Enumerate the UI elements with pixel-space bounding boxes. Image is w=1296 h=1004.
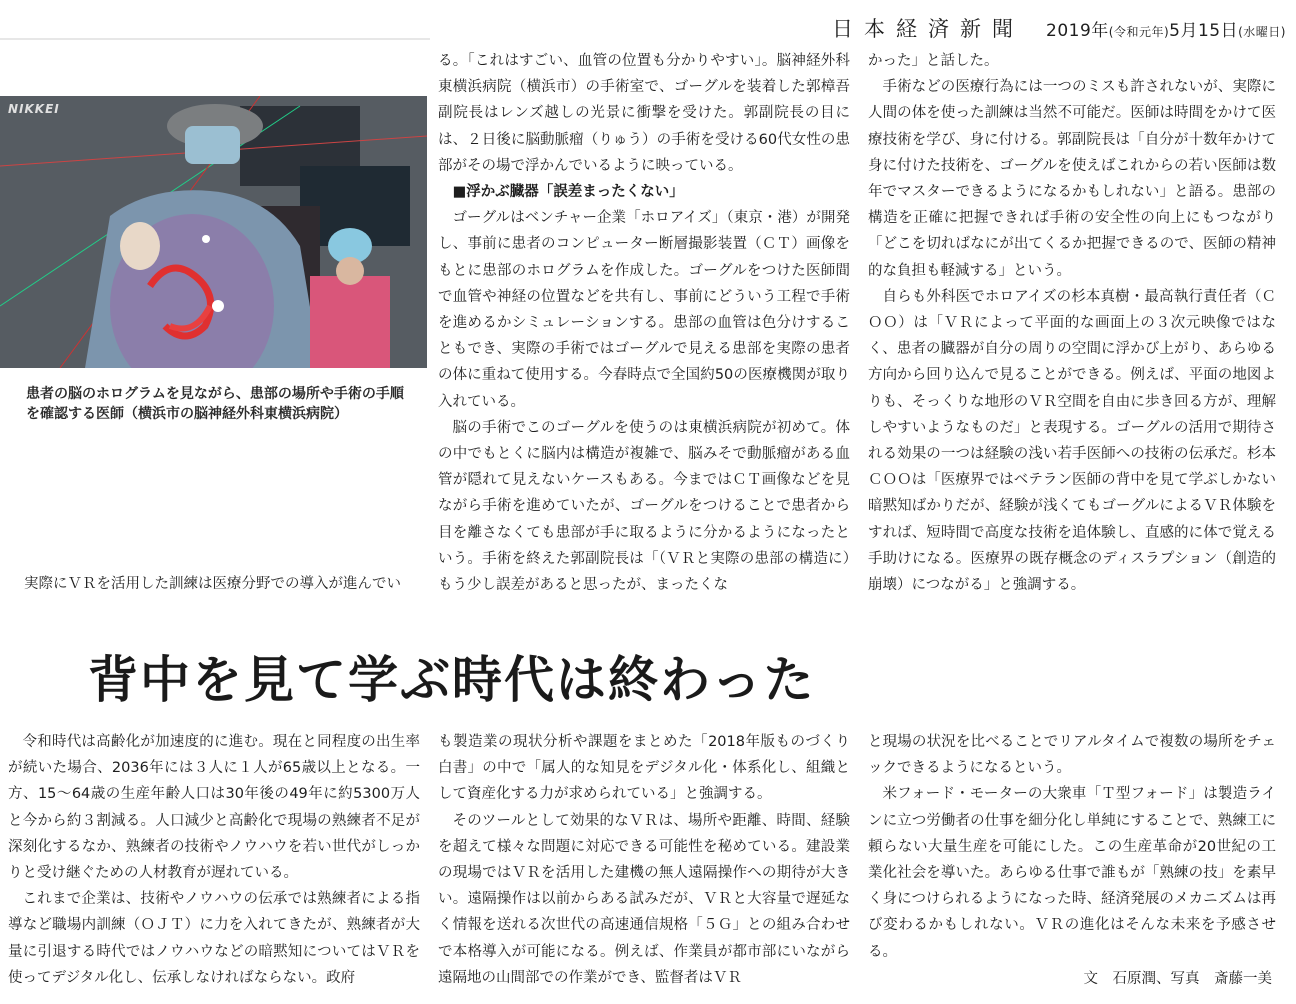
subheading: ■浮かぶ臓器「誤差まったくない」 [452,184,684,201]
paragraph: 令和時代は高齢化が加速度的に進む。現在と同程度の出生率が続いた場合、2036年には３人に１人が65歳以上となる。一方、15〜64歳の生産年齢人口は30年後の49年に約5300万人と今から約３割減る。人口減少と高齢化で現場の熟練者不足が深刻化するなか、熟練者の技術やノウハウを若い世代がしっかりと受け継ぐための人材教育が遅れている。 [8,734,420,882]
lower-col-2 [868,729,1276,965]
masthead [832,13,1286,43]
issue-month-day: 5月15日 [1169,21,1239,41]
paragraph: と現場の状況を比べることでリアルタイムで複数の場所をチェックできるようになるという。 [868,734,1276,777]
photo-credit-logo: NIKKEI [8,102,60,116]
paragraph: そのツールとして効果的なＶＲは、場所や距離、時間、経験を超えて様々な問題に対応できる可能性を秘めている。建設業の現場ではＶＲを活用した建機の無人遠隔操作への期待が大きい。遠隔操作は以前からある試みだが、ＶＲと大容量で遅延なく情報を送れる次世代の高速通信規格「５Ｇ」との組み合わせで本格導入が可能になる。例えば、作業員が都市部にいながら遠隔地の山間部での作業ができ、監督者はＶＲ [438,812,850,986]
paragraph: 脳の手術でこのゴーグルを使うのは東横浜病院が初めて。体の中でもとくに脳内は構造が複雑で、脳みそで動脈瘤がある血管が隠れて見えないケースもある。今まではＣＴ画像などを見ながら手術を進めていたが、ゴーグルをつけることで患者から目を離さなくても患部が手に取るように分かるようになったという。手術を終えた郭副院長は「（ＶＲと実際の患部の構造に）もう少し誤差があると思ったが、まったくな [438,419,850,594]
photo-caption: 患者の脳のホログラムを見ながら、患部の場所や手術の手順を確認する医師（横浜市の脳神経外科東横浜病院） [26,386,404,422]
lower-col-0 [8,729,420,991]
issue-era: (令和元年) [1108,25,1170,39]
upper-col-1 [438,48,850,598]
paragraph: これまで企業は、技術やノウハウの伝承では熟練者による指導など職場内訓練（ＯＪＴ）に力を入れてきたが、熟練者が大量に引退する時代ではノウハウなどの暗黙知についてはＶＲを使ってデジタル化し、伝承しなければならない。政府 [8,891,420,986]
paragraph: 自らも外科医でホロアイズの杉本真樹・最高執行責任者（ＣＯＯ）は「ＶＲによって平面的な画面上の３次元映像ではなく、患者の臓器が自分の周りの空間に浮かび上がり、あらゆる方向から回り込んで見ることができる。例えば、平面の地図よりも、そっくりな地形のＶＲ空間を自由に歩き回る方が、理解しやすいようなものだ」と表現する。ゴーグルの活用で期待される効果の一つは経験の浅い若手医師への技術の伝承だ。杉本ＣＯＯは「医療界ではベテラン医師の背中を見て学ぶしかない暗黙知ばかりだが、経験が浅くてもゴーグルによるＶＲ体験をすれば、短時間で高度な技術を追体験し、直感的に体で覚える手助けになる。医療界の既存概念のディスラプション（創造的崩壊）につながる」と強調する。 [868,288,1276,594]
issue-weekday: (水曜日) [1238,25,1286,39]
paragraph: 実際にＶＲを活用した訓練は医療分野での導入が進んでい [24,576,401,592]
newspaper-name: 日本経済新聞 [832,17,1025,41]
byline: 文 石原潤、写真 斎藤一美 [1083,971,1272,987]
issue-year: 2019年 [1046,21,1109,41]
upper-col-0 [24,571,424,597]
clipping-edge [0,38,430,40]
paragraph: 米フォード・モーターの大衆車「Ｔ型フォード」は製造ラインに立つ労働者の仕事を細分化し単純にすることで、熟練工に頼らない大量生産を可能にした。この生産革命が20世紀の工業化社会を導いた。あらゆる仕事で誰もが「熟練の技」を素早く身につけられるようになった時、経済発展のメカニズムは再び変わるかもしれない。ＶＲの進化はそんな未来を予感させる。 [868,786,1276,960]
paragraph: ゴーグルはベンチャー企業「ホロアイズ」（東京・港）が開発し、事前に患者のコンピューター断層撮影装置（ＣＴ）画像をもとに患部のホログラムを作成した。ゴーグルをつけた医師間で血管や神経の位置などを共有し、事前にどういう工程で手術を進めるかシミュレーションする。患部の血管は色分けすることもでき、実際の手術ではゴーグルで見える患部を実際の患者の体に重ねて使用する。今春時点で全国約50の医療機関が取り入れている。 [438,210,850,410]
upper-col-2 [868,48,1276,598]
paragraph: 手術などの医療行為には一つのミスも許されないが、実際に人間の体を使った訓練は当然不可能だ。医師は時間をかけて医療技術を学び、身に付ける。郭副院長は「自分が十数年かけて身に付けた技術を、ゴーグルを使えばこれからの若い医師は数年でマスターできるようになるかもしれない」と語る。患部の構造を正確に把握できれば手術の安全性の向上にもつながり「どこを切ればなにが出てくるか把握できるので、医師の精神的な負担も軽減する」という。 [868,79,1276,279]
issue-date [1046,16,1286,41]
paragraph: も製造業の現状分析や課題をまとめた「2018年版ものづくり白書」の中で「属人的な知見をデジタル化・体系化し、組織として資産化する力が求められている」と強調する。 [438,734,850,803]
headline: 背中を見て学ぶ時代は終わった [88,650,816,709]
paragraph: かった」と話した。 [868,53,999,69]
surgeons-hologram-illustration [0,96,427,368]
news-photo [0,96,427,368]
lower-col-1 [438,729,850,991]
paragraph: る。「これはすごい、血管の位置も分かりやすい」。脳神経外科東横浜病院（横浜市）の手術室で、ゴーグルを装着した郭樟吾副院長はレンズ越しの光景に衝撃を受けた。郭副院長の目には、２日後に脳動脈瘤（りゅう）の手術を受ける60代女性の患部がその場で浮かんでいるように映っている。 [438,53,850,174]
